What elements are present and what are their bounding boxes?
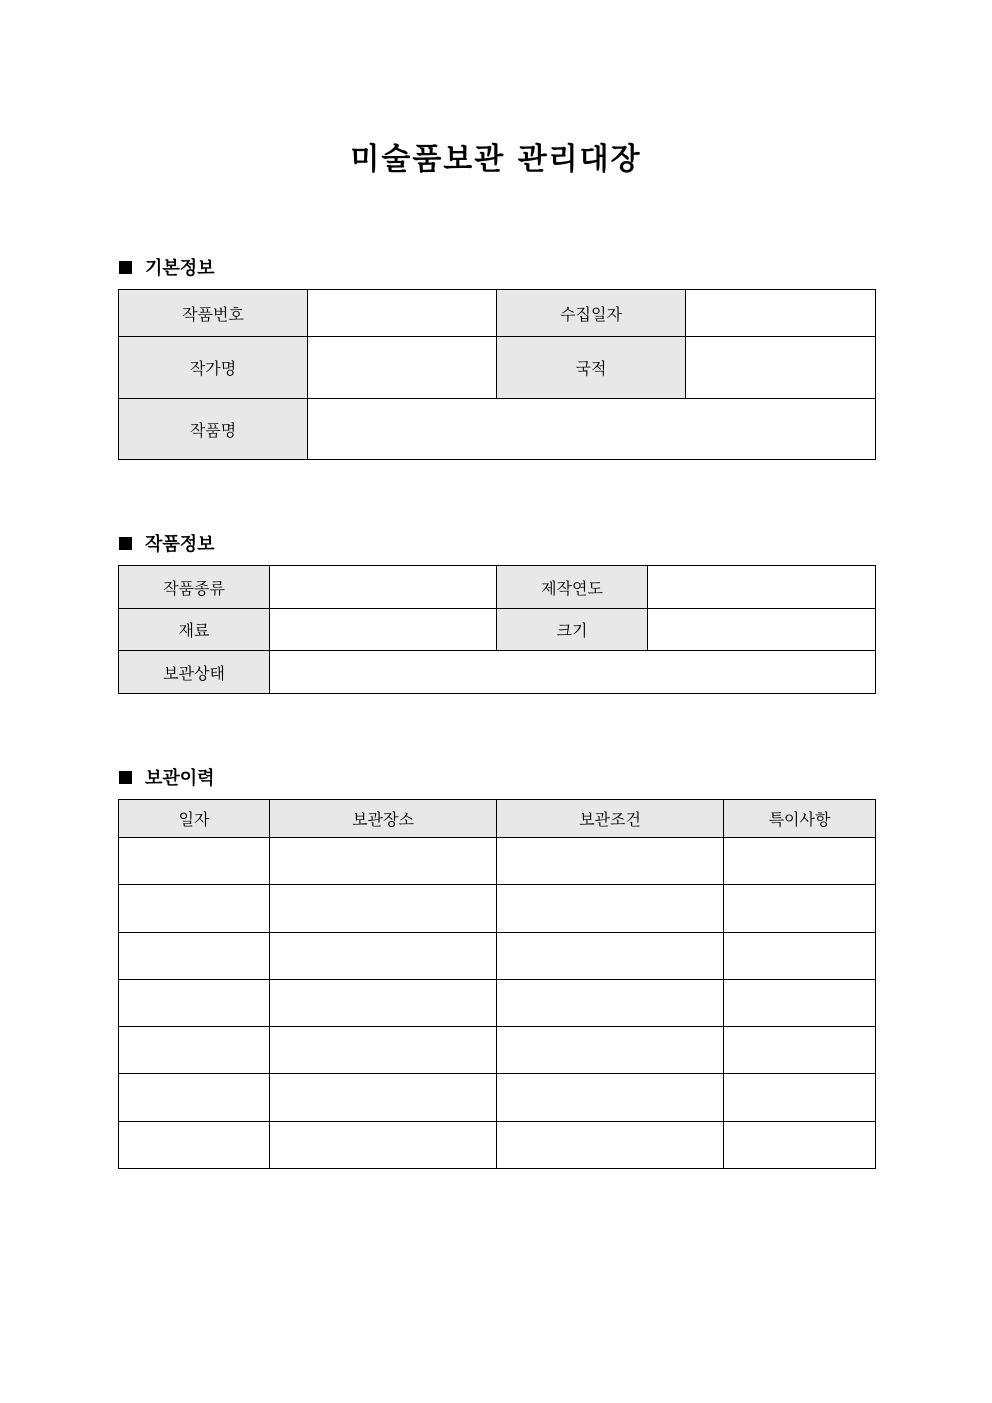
table-row [119, 933, 876, 980]
column-header-location: 보관장소 [270, 800, 497, 838]
table-row [119, 838, 876, 885]
section-heading-label: 보관이력 [145, 768, 215, 789]
artist-name-field[interactable] [308, 337, 497, 399]
table-row [119, 1122, 876, 1169]
artwork-info-table [118, 565, 876, 694]
history-notes-cell[interactable] [724, 885, 876, 933]
table-row [119, 885, 876, 933]
label-production-year: 제작연도 [497, 566, 648, 609]
artwork-type-field[interactable] [270, 566, 497, 609]
history-conditions-cell[interactable] [497, 980, 724, 1027]
history-date-cell[interactable] [119, 1027, 270, 1074]
history-location-cell[interactable] [270, 980, 497, 1027]
section-heading-label: 기본정보 [145, 258, 215, 279]
history-notes-cell[interactable] [724, 1027, 876, 1074]
label-collection-date: 수집일자 [497, 290, 686, 337]
label-storage-condition: 보관상태 [119, 651, 270, 694]
square-bullet-icon [119, 537, 132, 550]
production-year-field[interactable] [648, 566, 876, 609]
history-date-cell[interactable] [119, 838, 270, 885]
table-row [119, 1027, 876, 1074]
label-material: 재료 [119, 609, 270, 651]
history-location-cell[interactable] [270, 933, 497, 980]
section-heading-artwork [119, 530, 215, 556]
history-location-cell[interactable] [270, 1122, 497, 1169]
column-header-date: 일자 [119, 800, 270, 838]
history-date-cell[interactable] [119, 933, 270, 980]
history-location-cell[interactable] [270, 1027, 497, 1074]
section-heading-label: 작품정보 [145, 534, 215, 555]
history-date-cell[interactable] [119, 1122, 270, 1169]
section-heading-basic [119, 254, 215, 280]
storage-condition-field[interactable] [270, 651, 876, 694]
history-date-cell[interactable] [119, 1074, 270, 1122]
column-header-notes: 특이사항 [724, 800, 876, 838]
history-notes-cell[interactable] [724, 1122, 876, 1169]
history-conditions-cell[interactable] [497, 885, 724, 933]
size-field[interactable] [648, 609, 876, 651]
label-artwork-no: 작품번호 [119, 290, 308, 337]
label-nationality: 국적 [497, 337, 686, 399]
history-notes-cell[interactable] [724, 1074, 876, 1122]
artwork-no-field[interactable] [308, 290, 497, 337]
label-artwork-title: 작품명 [119, 399, 308, 460]
square-bullet-icon [119, 261, 132, 274]
label-artist-name: 작가명 [119, 337, 308, 399]
artwork-title-field[interactable] [308, 399, 876, 460]
table-row [119, 980, 876, 1027]
page-title: 미술품보관 관리대장 [350, 142, 642, 177]
history-notes-cell[interactable] [724, 838, 876, 885]
basic-info-table [118, 289, 876, 460]
history-conditions-cell[interactable] [497, 838, 724, 885]
history-location-cell[interactable] [270, 838, 497, 885]
material-field[interactable] [270, 609, 497, 651]
label-artwork-type: 작품종류 [119, 566, 270, 609]
column-header-conditions: 보관조건 [497, 800, 724, 838]
history-conditions-cell[interactable] [497, 1122, 724, 1169]
nationality-field[interactable] [686, 337, 876, 399]
table-row [119, 1074, 876, 1122]
storage-history-table [118, 799, 876, 1169]
label-size: 크기 [497, 609, 648, 651]
history-notes-cell[interactable] [724, 933, 876, 980]
section-heading-history [119, 764, 215, 790]
square-bullet-icon [119, 771, 132, 784]
history-location-cell[interactable] [270, 1074, 497, 1122]
history-notes-cell[interactable] [724, 980, 876, 1027]
history-conditions-cell[interactable] [497, 1074, 724, 1122]
history-date-cell[interactable] [119, 885, 270, 933]
history-conditions-cell[interactable] [497, 933, 724, 980]
history-date-cell[interactable] [119, 980, 270, 1027]
collection-date-field[interactable] [686, 290, 876, 337]
history-conditions-cell[interactable] [497, 1027, 724, 1074]
history-location-cell[interactable] [270, 885, 497, 933]
